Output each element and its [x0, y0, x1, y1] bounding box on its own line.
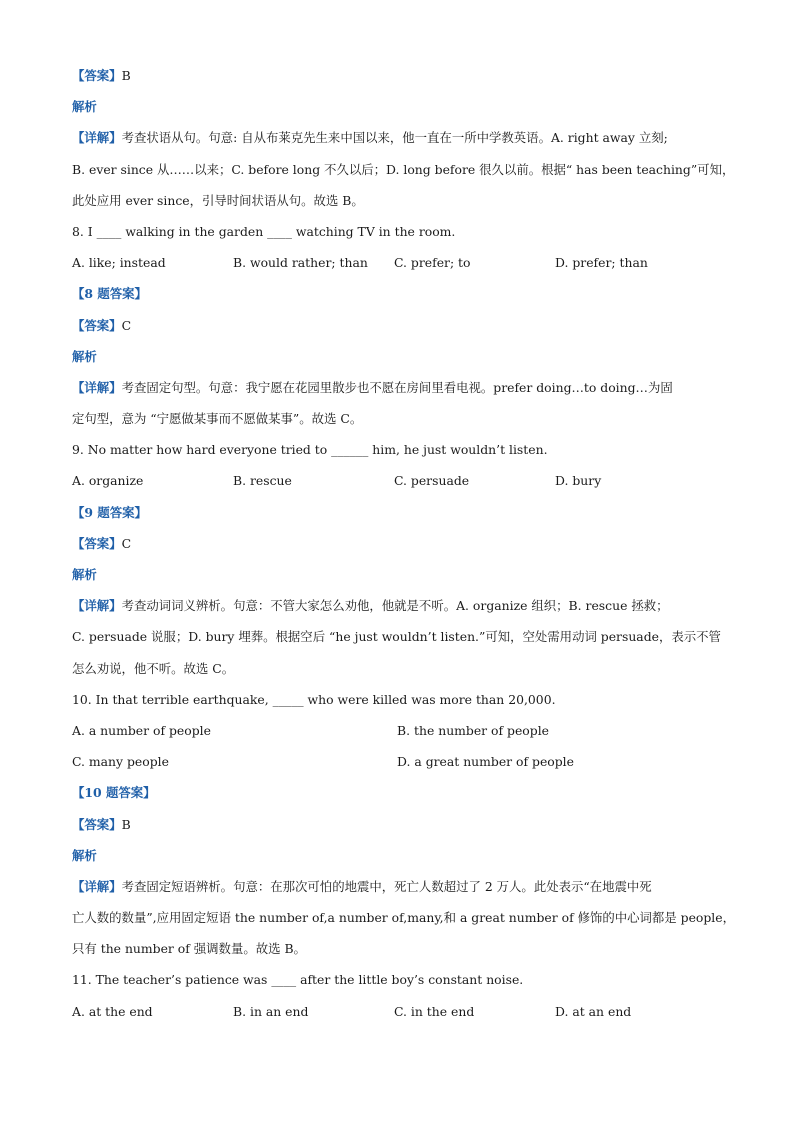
analysis-heading: 解析	[72, 99, 97, 115]
detail-line: 【详解】考查固定句型。句意：我宁愿在花园里散步也不愿在房间里看电视。prefer doing…to doing…为固	[72, 379, 673, 395]
option-a: A. like; instead	[72, 255, 166, 271]
detail-line: B. ever since 从……以来；C. before long 不久以后；D. long before 很久以前。根据“ has been teaching”可知，	[72, 161, 735, 177]
answer-line: 【答案】C	[72, 317, 132, 333]
question-answer-heading: 【10 题答案】	[72, 785, 156, 801]
options-row	[72, 249, 732, 280]
options-row	[72, 998, 732, 1029]
options-row	[72, 748, 732, 779]
options-row	[72, 717, 732, 748]
option-d: D. bury	[555, 473, 602, 489]
detail-line: C. persuade 说服；D. bury 埋葬。根据空后 “he just wouldn’t listen.”可知，空处需用动词 persuade，表示不管	[72, 629, 721, 645]
option-a: A. organize	[72, 473, 144, 489]
options-row	[72, 467, 732, 498]
answer-tag: 【答案】	[72, 68, 122, 83]
question-answer-heading: 【8 题答案】	[72, 286, 147, 302]
detail-line: 亡人数的数量”,应用固定短语 the number of,a number of,many,和 a great number of 修饰的中心词都是 people，	[72, 910, 735, 926]
option-b: B. in an end	[233, 1003, 309, 1019]
detail-line: 只有 the number of 强调数量。故选 B。	[72, 941, 306, 957]
analysis-heading: 解析	[72, 847, 97, 863]
answer-line: 【答案】C	[72, 535, 132, 551]
detail-line: 【详解】考查动词词义辨析。句意：不管大家怎么劝他，他就是不听。A. organize 组织；B. rescue 拯救；	[72, 598, 669, 614]
option-c: C. many people	[72, 754, 169, 770]
question-stem: 9. No matter how hard everyone tried to ______ him, he just wouldn’t listen.	[72, 442, 548, 458]
detail-line: 定句型，意为 “宁愿做某事而不愿做某事”。故选 C。	[72, 411, 363, 427]
option-d: D. prefer; than	[555, 255, 648, 271]
question-stem: 10. In that terrible earthquake, _____ who were killed was more than 20,000.	[72, 691, 556, 707]
answer-line: 【答案】B	[72, 816, 131, 832]
detail-line: 此处应用 ever since，引导时间状语从句。故选 B。	[72, 192, 364, 208]
option-c: C. prefer; to	[394, 255, 471, 271]
analysis-heading: 解析	[72, 567, 97, 582]
option-a: A. a number of people	[72, 722, 211, 738]
detail-tag: 【详解】	[72, 130, 122, 146]
analysis-heading: 解析	[72, 348, 97, 364]
question-answer-heading: 【9 题答案】	[72, 504, 147, 520]
option-b: B. would rather; than	[233, 255, 368, 271]
option-c: C. persuade	[394, 473, 470, 489]
option-a: A. at the end	[72, 1003, 153, 1019]
detail-line: 【详解】考查固定短语辨析。句意：在那次可怕的地震中，死亡人数超过了 2 万人。此处表示“在地震中死	[72, 878, 652, 894]
option-c: C. in the end	[394, 1003, 475, 1019]
answer-line	[72, 62, 732, 93]
option-d: D. a great number of people	[397, 754, 574, 770]
question-stem: 8. I ____ walking in the garden ____ watching TV in the room.	[72, 223, 456, 239]
worksheet-page	[72, 62, 735, 1029]
detail-line: 怎么劝说，他不听。故选 C。	[72, 660, 235, 676]
detail-line: 【详解】考查状语从句。句意: 自从布莱克先生来中国以来，他一直在一所中学教英语。A. right away 立刻;	[72, 130, 668, 146]
option-d: D. at an end	[555, 1003, 632, 1019]
answer-value: B	[121, 68, 131, 83]
question-stem: 11. The teacher’s patience was ____ after the little boy’s constant noise.	[72, 972, 524, 988]
option-b: B. the number of people	[397, 722, 549, 738]
option-b: B. rescue	[233, 473, 292, 489]
